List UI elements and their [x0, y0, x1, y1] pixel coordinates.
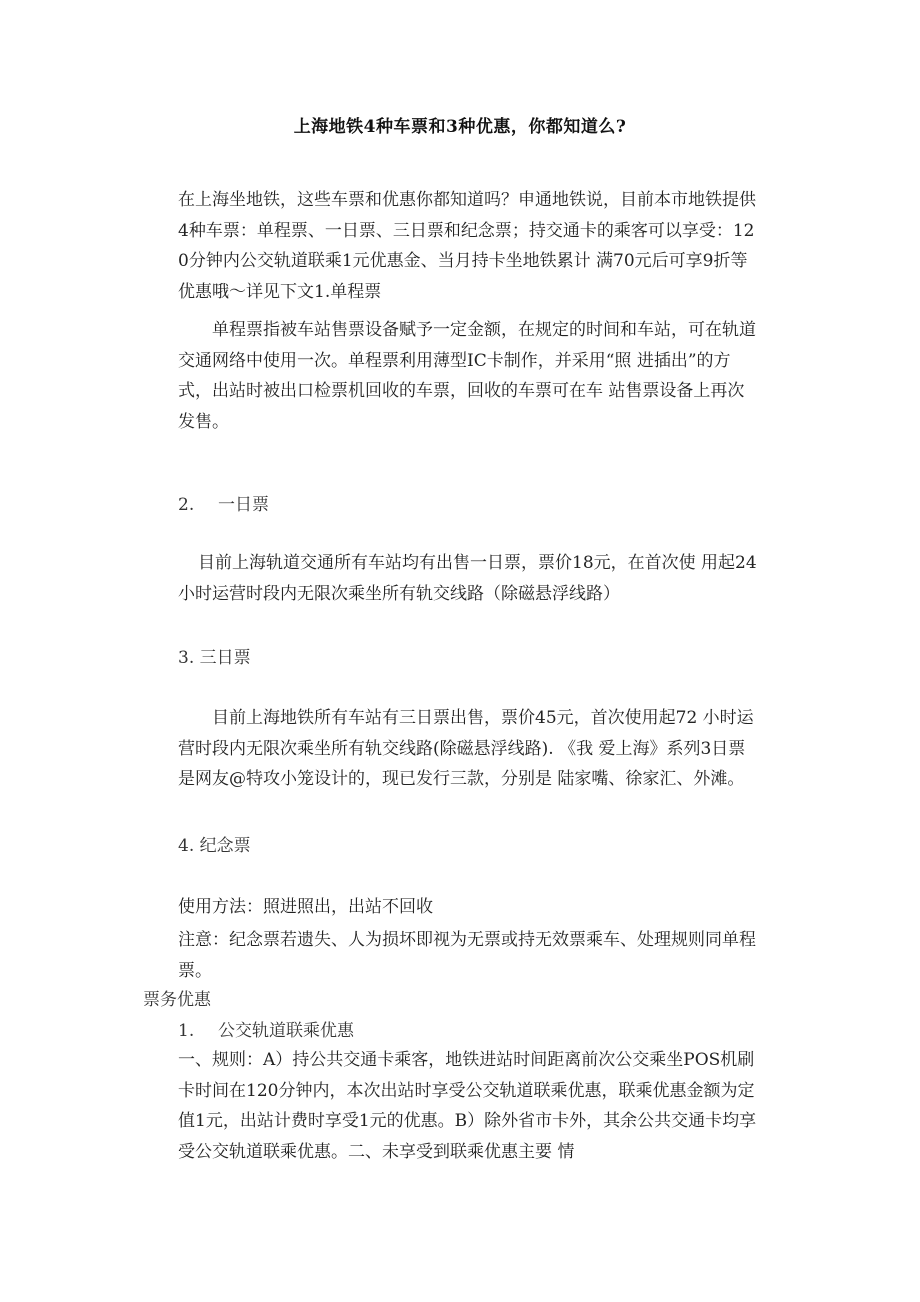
day-ticket-number: 2.	[178, 495, 195, 515]
memorial-ticket-heading: 4. 纪念票	[178, 836, 251, 856]
document-title: 上海地铁4种车票和3种优惠，你都知道么?	[293, 117, 627, 137]
three-day-ticket-paragraph: 目前上海地铁所有车站有三日票出售，票价45元，首次使用起72 小时运营时段内无限次乘坐所有轨交线路(除磁悬浮线路). 《我 爱上海》系列3日票是网友@特攻小笼设计的，现已发行三款，分别是 陆家嘴、徐家汇、外滩。	[178, 708, 754, 789]
discount-item1-label: 公交轨道联乘优惠	[218, 1021, 354, 1041]
day-ticket-label: 一日票	[218, 495, 269, 515]
day-ticket-heading	[178, 490, 269, 515]
discount-item1-number: 1.	[178, 1021, 195, 1041]
single-ticket-paragraph: 单程票指被车站售票设备赋予一定金额，在规定的时间和车站，可在轨道交通网络中使用一次。单程票利用薄型IC卡制作，并采用“照 进插出”的方式，出站时被出口检票机回收的车票，回收的车票可在车 站售票设备上再次发售。	[178, 320, 756, 432]
discounts-heading: 票务优惠	[143, 990, 211, 1010]
memorial-note: 注意：纪念票若遗失、人为损坏即视为无票或持无效票乘车、处理规则同单程票。	[178, 930, 756, 981]
discount-item1-heading	[178, 1016, 354, 1041]
three-day-ticket-heading: 3. 三日票	[178, 648, 251, 668]
discount-rules-paragraph: 一、规则：A）持公共交通卡乘客，地铁进站时间距离前次公交乘坐POS机刷卡时间在120分钟内，本次出站时享受公交轨道联乘优惠，联乘优惠金额为定值1元，出站计费时享受1元的优惠。B）除外省市卡外，其余公共交通卡均享受公交轨道联乘优惠。二、未享受到联乘优惠主要 情	[178, 1050, 757, 1162]
memorial-usage: 使用方法：照进照出，出站不回收	[178, 897, 433, 917]
day-ticket-paragraph: 目前上海轨道交通所有车站均有出售一日票，票价18元，在首次使 用起24小时运营时段内无限次乘坐所有轨交线路（除磁悬浮线路）	[178, 553, 757, 604]
intro-paragraph: 在上海坐地铁，这些车票和优惠你都知道吗？申通地铁说，目前本市地铁提供4种车票：单程票、一日票、三日票和纪念票；持交通卡的乘客可以享受：120分钟内公交轨道联乘1元优惠金、当月持卡坐地铁累计 满70元后可享9折等优惠哦〜详见下文1.单程票	[178, 190, 756, 302]
